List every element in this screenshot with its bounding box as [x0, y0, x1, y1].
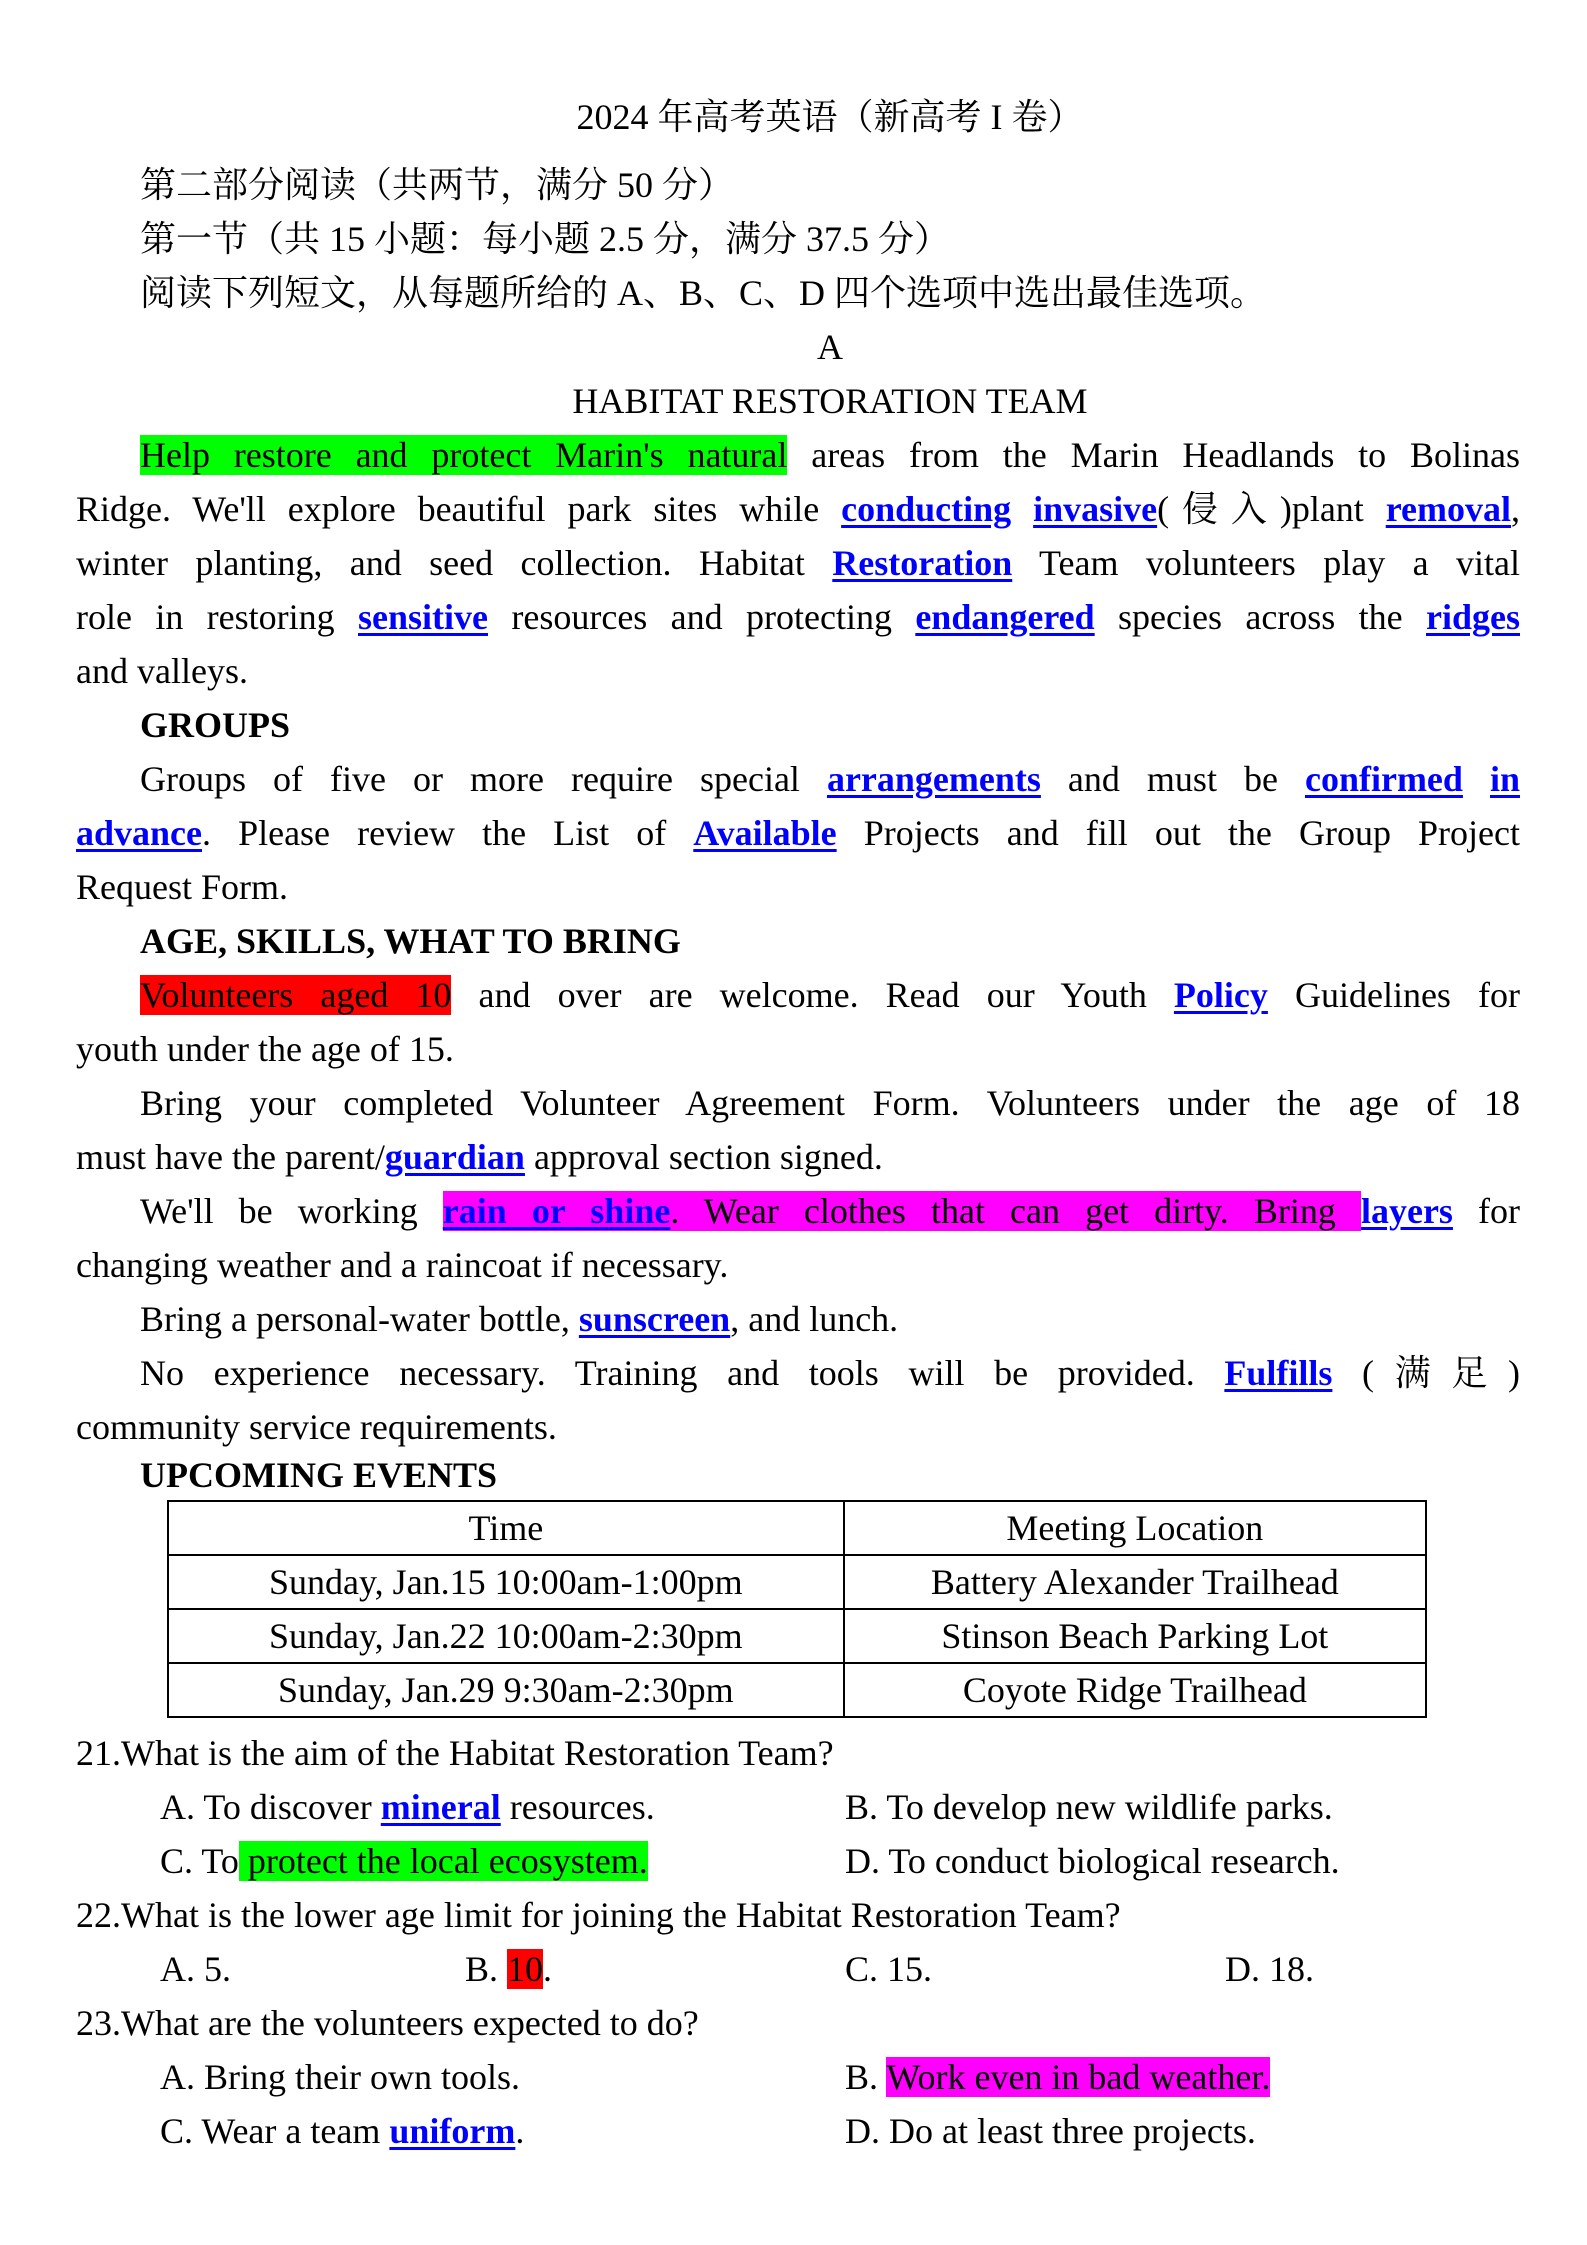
instruction: 阅读下列短文，从每题所给的 A、B、C、D 四个选项中选出最佳选项。	[140, 273, 1267, 313]
exam-title: 2024 年高考英语（新高考 I 卷）	[576, 97, 1084, 137]
column-header-location: Meeting Location	[844, 1501, 1426, 1555]
events-table	[167, 1500, 1427, 1718]
vocab-word: removal	[1385, 489, 1512, 529]
highlight-red: 10	[507, 1949, 544, 1989]
vocab-word: Restoration	[832, 543, 1013, 583]
vocab-word: layers	[1360, 1191, 1453, 1231]
question-23-option-a: A. Bring their own tools.	[160, 2057, 520, 2097]
age-p1-line-2: youth under the age of 15.	[76, 1029, 454, 1069]
question-22-option-c: C. 15.	[845, 1949, 933, 1989]
passage-label: A	[817, 327, 843, 367]
vocab-word: sunscreen	[578, 1299, 731, 1339]
question-21-option-b: B. To develop new wildlife parks.	[845, 1787, 1333, 1827]
question-22-option-b: B. 10.	[465, 1949, 553, 1989]
vocab-word: ridges	[1426, 597, 1520, 637]
table-header-row	[168, 1501, 1426, 1555]
intro-line-5: and valleys.	[76, 651, 248, 691]
vocab-word: mineral	[380, 1787, 501, 1827]
vocab-word: conducting	[841, 489, 1012, 529]
question-23-option-b: B. Work even in bad weather.	[845, 2057, 1271, 2097]
question-23-stem: 23.What are the volunteers expected to do?	[76, 2003, 699, 2043]
question-21-option-c: C. To protect the local ecosystem.	[160, 1841, 648, 1881]
age-heading: AGE, SKILLS, WHAT TO BRING	[140, 921, 681, 961]
table-row	[168, 1663, 1426, 1717]
vocab-word: in	[1489, 759, 1520, 799]
question-22-stem: 22.What is the lower age limit for joining the Habitat Restoration Team?	[76, 1895, 1121, 1935]
vocab-word: Policy	[1173, 975, 1268, 1015]
vocab-word: endangered	[915, 597, 1095, 637]
groups-line-1: Groups of five or more require special arrangements and must be confirmed in	[140, 759, 1520, 799]
question-21-stem: 21.What is the aim of the Habitat Restoration Team?	[76, 1733, 834, 1773]
intro-line-3: winter planting, and seed collection. Habitat Restoration Team volunteers play a vital	[76, 543, 1520, 583]
vocab-word: advance	[76, 813, 202, 853]
part-heading: 第二部分阅读（共两节，满分 50 分）	[140, 165, 735, 205]
vocab-word: sensitive	[358, 597, 489, 637]
events-heading: UPCOMING EVENTS	[140, 1455, 498, 1495]
groups-heading: GROUPS	[140, 705, 291, 745]
question-22-option-a: A. 5.	[160, 1949, 231, 1989]
highlight-magenta: rain or shine. Wear clothes that can get dirty. Bring	[442, 1191, 1361, 1231]
groups-line-3: Request Form.	[76, 867, 288, 907]
vocab-word: uniform	[389, 2111, 516, 2151]
table-row	[168, 1609, 1426, 1663]
event-location: Battery Alexander Trailhead	[844, 1555, 1426, 1609]
event-location: Coyote Ridge Trailhead	[844, 1663, 1426, 1717]
vocab-word: Fulfills	[1224, 1353, 1333, 1393]
table-row	[168, 1555, 1426, 1609]
event-time: Sunday, Jan.15 10:00am-1:00pm	[168, 1555, 844, 1609]
highlight-green: protect the local ecosystem.	[238, 1841, 648, 1881]
vocab-word: guardian	[384, 1137, 525, 1177]
intro-line-1: Help restore and protect Marin's natural areas from the Marin Headlands to Bolinas	[140, 435, 1520, 475]
age-p5-line-1: No experience necessary. Training and tools will be provided. Fulfills (满足)	[140, 1353, 1520, 1393]
highlight-magenta: Work even in bad weather.	[886, 2057, 1271, 2097]
section-heading: 第一节（共 15 小题：每小题 2.5 分，满分 37.5 分）	[140, 219, 951, 259]
highlight-green: Help restore and protect Marin's natural	[140, 435, 788, 475]
intro-line-2: Ridge. We'll explore beautiful park sites while conducting invasive(侵入)plant removal,	[76, 489, 1521, 529]
age-p5-line-2: community service requirements.	[76, 1407, 557, 1447]
event-location: Stinson Beach Parking Lot	[844, 1609, 1426, 1663]
highlight-red: Volunteers aged 10	[140, 975, 452, 1015]
passage-title: HABITAT RESTORATION TEAM	[572, 381, 1088, 421]
vocab-word: confirmed	[1304, 759, 1463, 799]
vocab-word: arrangements	[826, 759, 1041, 799]
question-21-option-d: D. To conduct biological research.	[845, 1841, 1340, 1881]
question-22-option-d: D. 18.	[1225, 1949, 1314, 1989]
groups-line-2: advance. Please review the List of Available Projects and fill out the Group Project	[76, 813, 1520, 853]
column-header-time: Time	[168, 1501, 844, 1555]
age-p1-line-1: Volunteers aged 10 and over are welcome. Read our Youth Policy Guidelines for	[140, 975, 1520, 1015]
vocab-word: Available	[693, 813, 837, 853]
event-time: Sunday, Jan.29 9:30am-2:30pm	[168, 1663, 844, 1717]
age-p3-line-2: changing weather and a raincoat if necessary.	[76, 1245, 729, 1285]
event-time: Sunday, Jan.22 10:00am-2:30pm	[168, 1609, 844, 1663]
age-p2-line-1: Bring your completed Volunteer Agreement Form. Volunteers under the age of 18	[140, 1083, 1520, 1123]
vocab-word: invasive	[1033, 489, 1158, 529]
question-23-option-d: D. Do at least three projects.	[845, 2111, 1256, 2151]
age-p2-line-2: must have the parent/guardian approval section signed.	[76, 1137, 883, 1177]
intro-line-4: role in restoring sensitive resources and protecting endangered species across the ridges	[76, 597, 1520, 637]
age-p3-line-1: We'll be working rain or shine. Wear clothes that can get dirty. Bring layers for	[140, 1191, 1520, 1231]
age-p4: Bring a personal-water bottle, sunscreen, and lunch.	[140, 1299, 899, 1339]
question-21-option-a: A. To discover mineral resources.	[160, 1787, 655, 1827]
question-23-option-c: C. Wear a team uniform.	[160, 2111, 525, 2151]
